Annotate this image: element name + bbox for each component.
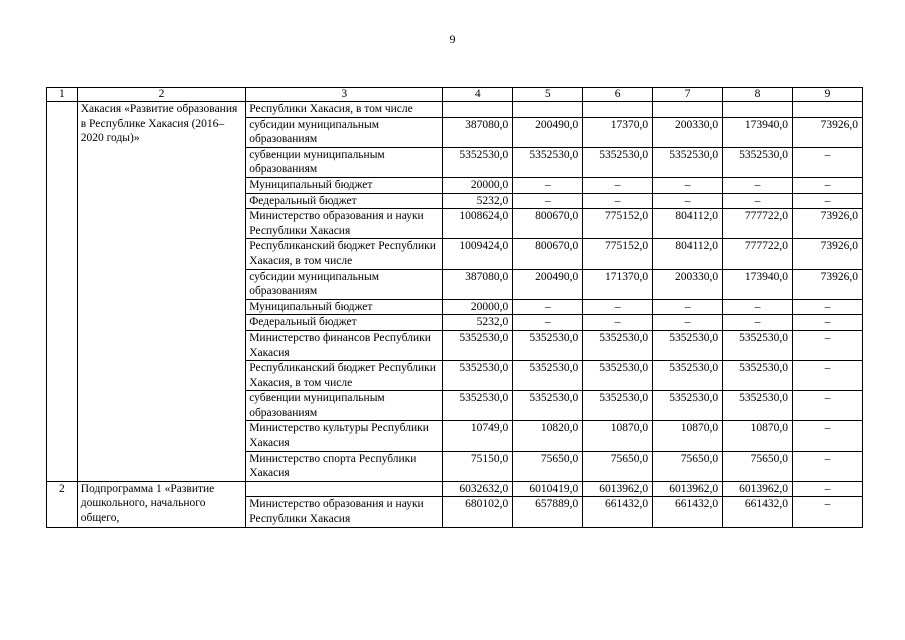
funding-source-cell: Республиканский бюджет Республики Хакасия, в том числе — [246, 361, 443, 391]
header-cell: 1 — [47, 88, 78, 102]
value-cell: – — [793, 177, 863, 193]
value-cell: 5352530,0 — [653, 361, 723, 391]
funding-source-cell: Министерство финансов Республики Хакасия — [246, 330, 443, 360]
value-cell: 6013962,0 — [653, 481, 723, 497]
funding-source-cell: Министерство образования и науки Республики Хакасия — [246, 497, 443, 527]
value-cell: 75650,0 — [653, 451, 723, 481]
program-name-cell: Хакасия «Развитие образования в Республике Хакасия (2016–2020 годы)» — [77, 102, 245, 482]
value-cell: 5352530,0 — [583, 147, 653, 177]
value-cell: 10870,0 — [653, 421, 723, 451]
value-cell: 5352530,0 — [513, 330, 583, 360]
funding-source-cell: субвенции муниципальным образованиям — [246, 391, 443, 421]
value-cell: – — [513, 193, 583, 209]
funding-source-cell: субсидии муниципальным образованиям — [246, 269, 443, 299]
header-cell: 2 — [77, 88, 245, 102]
value-cell: – — [793, 315, 863, 331]
value-cell: 5352530,0 — [513, 147, 583, 177]
header-cell: 8 — [723, 88, 793, 102]
value-cell: – — [583, 315, 653, 331]
value-cell: 73926,0 — [793, 239, 863, 269]
value-cell: 661432,0 — [583, 497, 653, 527]
value-cell: 73926,0 — [793, 117, 863, 147]
value-cell: 387080,0 — [443, 117, 513, 147]
value-cell: 777722,0 — [723, 209, 793, 239]
funding-source-cell: Министерство культуры Республики Хакасия — [246, 421, 443, 451]
value-cell: 5352530,0 — [653, 330, 723, 360]
header-cell: 7 — [653, 88, 723, 102]
value-cell: 5352530,0 — [513, 391, 583, 421]
value-cell: – — [723, 193, 793, 209]
value-cell: 200330,0 — [653, 269, 723, 299]
value-cell: – — [583, 299, 653, 315]
value-cell: 17370,0 — [583, 117, 653, 147]
row-number-cell — [47, 102, 78, 482]
value-cell: 75650,0 — [513, 451, 583, 481]
value-cell: 5352530,0 — [723, 361, 793, 391]
value-cell: 5232,0 — [443, 315, 513, 331]
value-cell: 173940,0 — [723, 117, 793, 147]
value-cell: – — [793, 497, 863, 527]
row-number-cell: 2 — [47, 481, 78, 527]
value-cell: 5352530,0 — [443, 391, 513, 421]
value-cell: 200330,0 — [653, 117, 723, 147]
value-cell: 75650,0 — [583, 451, 653, 481]
funding-source-cell: Муниципальный бюджет — [246, 299, 443, 315]
value-cell: – — [723, 177, 793, 193]
value-cell: 75150,0 — [443, 451, 513, 481]
funding-source-cell: Республики Хакасия, в том числе — [246, 102, 443, 118]
value-cell: 20000,0 — [443, 299, 513, 315]
value-cell: – — [793, 299, 863, 315]
header-cell: 6 — [583, 88, 653, 102]
value-cell: 387080,0 — [443, 269, 513, 299]
value-cell: 20000,0 — [443, 177, 513, 193]
value-cell: – — [513, 177, 583, 193]
value-cell: 6013962,0 — [723, 481, 793, 497]
value-cell: 5352530,0 — [653, 147, 723, 177]
value-cell: 5352530,0 — [583, 361, 653, 391]
value-cell: 10870,0 — [583, 421, 653, 451]
value-cell: 775152,0 — [583, 239, 653, 269]
value-cell — [583, 102, 653, 118]
value-cell: – — [793, 391, 863, 421]
funding-source-cell: Муниципальный бюджет — [246, 177, 443, 193]
value-cell: – — [793, 451, 863, 481]
value-cell: 5352530,0 — [583, 391, 653, 421]
subprogram-name-cell: Подпрограмма 1 «Развитие дошкольного, начального общего, — [77, 481, 245, 527]
value-cell: 5352530,0 — [583, 330, 653, 360]
value-cell: 804112,0 — [653, 209, 723, 239]
funding-source-cell: субвенции муниципальным образованиям — [246, 147, 443, 177]
value-cell: 5232,0 — [443, 193, 513, 209]
value-cell: – — [793, 193, 863, 209]
value-cell: 657889,0 — [513, 497, 583, 527]
value-cell: 75650,0 — [723, 451, 793, 481]
value-cell: 5352530,0 — [513, 361, 583, 391]
value-cell: – — [793, 361, 863, 391]
value-cell: 1009424,0 — [443, 239, 513, 269]
value-cell: – — [793, 147, 863, 177]
value-cell: – — [793, 421, 863, 451]
value-cell: 173940,0 — [723, 269, 793, 299]
value-cell: 661432,0 — [723, 497, 793, 527]
value-cell: 5352530,0 — [443, 361, 513, 391]
funding-source-cell: Министерство спорта Республики Хакасия — [246, 451, 443, 481]
value-cell: – — [653, 315, 723, 331]
value-cell: – — [513, 299, 583, 315]
header-cell: 4 — [443, 88, 513, 102]
value-cell: – — [793, 481, 863, 497]
value-cell: 10870,0 — [723, 421, 793, 451]
funding-source-cell — [246, 481, 443, 497]
page-number: 9 — [449, 32, 456, 46]
value-cell: – — [653, 193, 723, 209]
value-cell: 804112,0 — [653, 239, 723, 269]
value-cell: 200490,0 — [513, 269, 583, 299]
value-cell: 5352530,0 — [723, 147, 793, 177]
value-cell: – — [583, 193, 653, 209]
value-cell: – — [653, 299, 723, 315]
value-cell: 680102,0 — [443, 497, 513, 527]
value-cell: 800670,0 — [513, 239, 583, 269]
value-cell: 10749,0 — [443, 421, 513, 451]
value-cell: 200490,0 — [513, 117, 583, 147]
funding-source-cell: Федеральный бюджет — [246, 193, 443, 209]
value-cell: 171370,0 — [583, 269, 653, 299]
value-cell: 5352530,0 — [443, 330, 513, 360]
funding-source-cell: Республиканский бюджет Республики Хакасия, в том числе — [246, 239, 443, 269]
header-cell: 3 — [246, 88, 443, 102]
table-row — [47, 481, 863, 497]
value-cell: 5352530,0 — [723, 330, 793, 360]
value-cell — [443, 102, 513, 118]
value-cell: – — [653, 177, 723, 193]
value-cell: 661432,0 — [653, 497, 723, 527]
value-cell: 1008624,0 — [443, 209, 513, 239]
value-cell — [653, 102, 723, 118]
value-cell: – — [723, 315, 793, 331]
value-cell: 5352530,0 — [653, 391, 723, 421]
value-cell — [793, 102, 863, 118]
table-row — [47, 102, 863, 118]
header-cell: 5 — [513, 88, 583, 102]
value-cell: – — [793, 330, 863, 360]
funding-source-cell: Федеральный бюджет — [246, 315, 443, 331]
value-cell: 5352530,0 — [443, 147, 513, 177]
funding-source-cell: Министерство образования и науки Республики Хакасия — [246, 209, 443, 239]
header-row — [47, 88, 863, 102]
funding-source-cell: субсидии муниципальным образованиям — [246, 117, 443, 147]
value-cell: 800670,0 — [513, 209, 583, 239]
header-cell: 9 — [793, 88, 863, 102]
budget-table — [46, 87, 863, 528]
value-cell: 6013962,0 — [583, 481, 653, 497]
value-cell: 73926,0 — [793, 269, 863, 299]
value-cell: – — [723, 299, 793, 315]
value-cell — [513, 102, 583, 118]
value-cell: – — [583, 177, 653, 193]
value-cell: 6010419,0 — [513, 481, 583, 497]
value-cell: 10820,0 — [513, 421, 583, 451]
value-cell: 6032632,0 — [443, 481, 513, 497]
value-cell — [723, 102, 793, 118]
value-cell: 5352530,0 — [723, 391, 793, 421]
value-cell: – — [513, 315, 583, 331]
value-cell: 777722,0 — [723, 239, 793, 269]
value-cell: 73926,0 — [793, 209, 863, 239]
value-cell: 775152,0 — [583, 209, 653, 239]
